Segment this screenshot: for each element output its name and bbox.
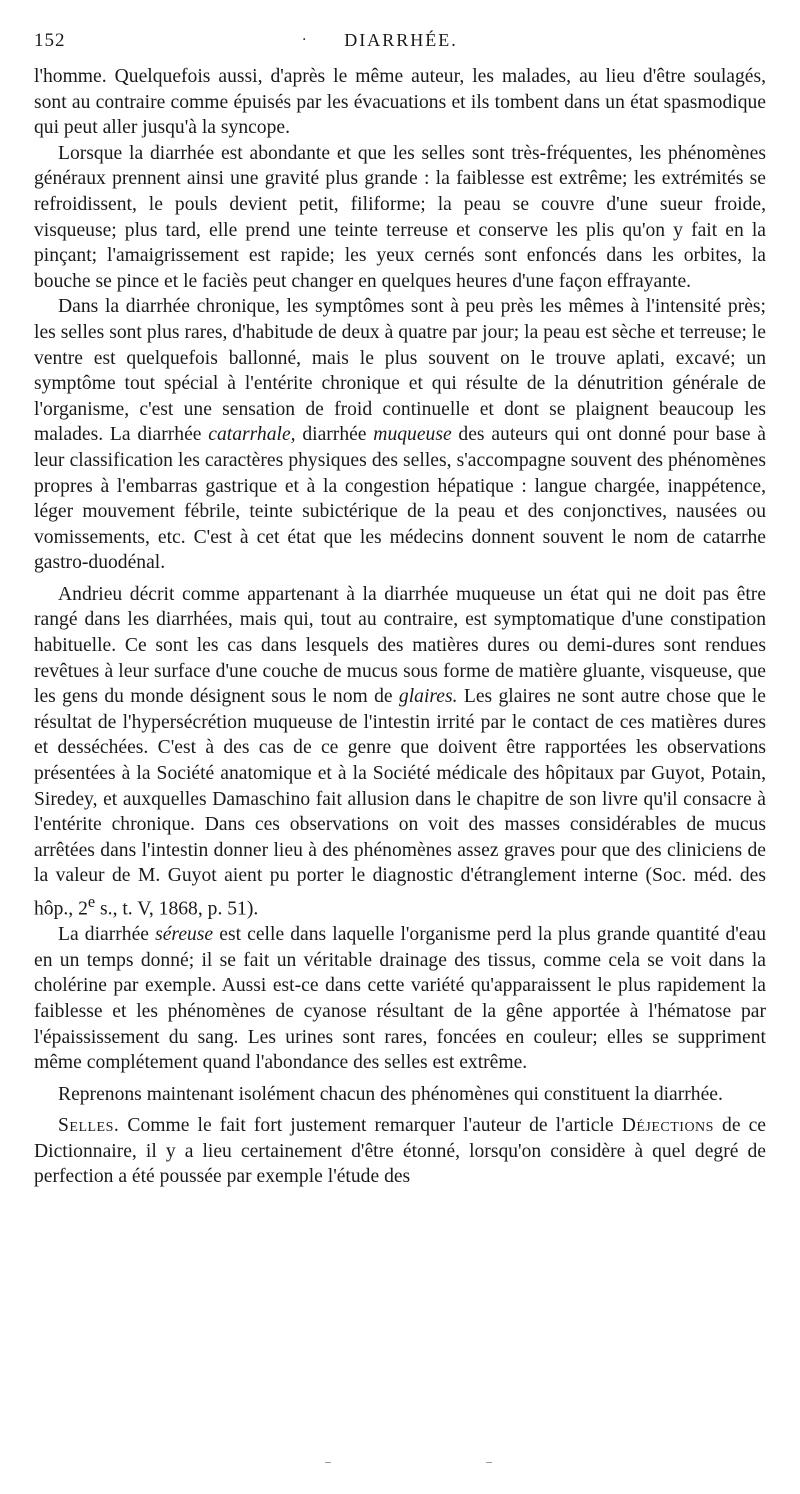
- text-run: Andrieu décrit comme appartenant à la diarrhée muqueuse un état qui ne doit pas être rangé dans les diarrhées, mais qui, tout au contraire, est symptomatique d'une constipation habituelle. Ce sont les cas dans lesquels des matières dures ou demi-dures sont rendues revêtues à leur surface d'une couche de mucus sous forme de matière gluante, visqueuse, que les gens du monde désignent sous le nom de: [34, 583, 766, 708]
- text-run: Lorsque la diarrhée est abondante et que les selles sont très-fréquentes, les phénomènes généraux prennent ainsi une gravité plus grande : la faiblesse est extrême; les extrémités se refroidissent, le pouls devient petit, filiforme; la peau se couvre d'une sueur froide, visqueuse; plus tard, elle prend une teinte terreuse et conserve les plis qu'on y fait en la pinçant; l'amaigrissement est rapide; les yeux cernés sont enfoncés dans les orbites, la bouche se pince et le faciès peut changer en quelques heures d'une façon effrayante.: [34, 142, 766, 292]
- superscript: e: [87, 892, 96, 911]
- text-run: des auteurs qui ont donné pour base à leur classification les caractères physiques des selles, s'accompagne souvent des phénomènes propres à l'embarras gastrique et à la congestion hépatique : langue chargée, inappétence, léger mouvement fébrile, teinte subictérique de la peau et des conjonctives, nausées ou vomissements, etc. C'est à cet état que les médecins donnent souvent le nom de catarrhe gastro-duodénal.: [34, 424, 766, 574]
- body-text: [34, 64, 766, 1190]
- paragraph: [34, 1113, 766, 1190]
- footer-mark: [486, 1462, 492, 1463]
- paragraph: [34, 141, 766, 295]
- italic-term: glaires.: [398, 686, 458, 708]
- text-run: diarrhée: [295, 424, 374, 446]
- text-run: Les glaires ne sont autre chose que le résultat de l'hypersécrétion muqueuse de l'intestin irrité par le contact de ces matières dures et desséchées. C'est à des cas de ce genre que doivent être rapportées les observations présentées à la Société anatomique et à la Société médicale des hôpitaux par Guyot, Potain, Siredey, et auxquelles Damaschino fait allusion dans le chapitre de son livre qu'il consacre à l'entérite chronique. Dans ces observations on voit des masses considérables de mucus arrêtées dans l'intestin donner lieu à des phénomènes assez graves pour que des cliniciens de la valeur de M. Guyot aient pu porter le diagnostic d'étranglement interne (Soc. méd. des hôp., 2: [34, 686, 766, 920]
- paragraph: [34, 582, 766, 922]
- paragraph: [34, 1082, 766, 1108]
- text-run: Reprenons maintenant isolément chacun des phénomènes qui constituent la diarrhée.: [58, 1083, 723, 1105]
- text-run: est celle dans laquelle l'organisme perd la plus grande quantité d'eau en un temps donné; il se fait un véritable drainage des tissus, comme cela se voit dans la cholérine par exemple. Aussi est-ce dans cette variété qu'apparaissent le plus rapidement la faiblesse et les phénomènes de cyanose résultant de la gêne apportée à l'hématose par l'épaississement du sang. Les urines sont rares, foncées en couleur; elles se suppriment même complétement quand l'abondance des selles est extrême.: [34, 924, 766, 1074]
- text-run: La diarrhée: [58, 924, 156, 946]
- smallcaps-heading: Selles.: [58, 1115, 120, 1137]
- text-run: de ce Dictionnaire, il y a lieu certainement d'être étonné, lorsqu'on considère à quel degré de perfection a été poussée par exemple l'étude des: [34, 1115, 766, 1188]
- footer-marks: [0, 1462, 800, 1472]
- text-run: Comme le fait fort justement remarquer l'auteur de l'article: [119, 1115, 622, 1137]
- italic-term: catarrhale,: [208, 424, 296, 446]
- paragraph: [34, 294, 766, 576]
- paragraph: [34, 922, 766, 1076]
- page-number: 152: [34, 30, 66, 51]
- italic-term: séreuse: [155, 924, 214, 946]
- running-title: DIARRHÉE.: [344, 30, 458, 50]
- paragraph: [34, 64, 766, 141]
- smallcaps-heading: Déjections: [621, 1115, 714, 1137]
- page-header: [34, 30, 768, 60]
- text-run: s., t. V, 1868, p. 51).: [95, 898, 259, 920]
- text-run: Dans la diarrhée chronique, les symptômes sont à peu près les mêmes à l'intensité près; les selles sont plus rares, d'habitude de deux à quatre par jour; la peau est sèche et terreuse; le ventre est quelquefois ballonné, mais le plus souvent on le trouve aplati, excavé; un symptôme tout spécial à l'entérite chronique et qui résulte de la dénutrition générale de l'organisme, c'est une sensation de froid continuelle et dont se plaignent beaucoup les malades. La diarrhée: [34, 296, 766, 446]
- footer-mark: [325, 1462, 331, 1463]
- text-run: l'homme. Quelquefois aussi, d'après le même auteur, les malades, au lieu d'être soulagés, sont au contraire comme épuisés par les évacuations et ils tombent dans un état spasmodique qui peut aller jusqu'à la syncope.: [34, 66, 766, 139]
- italic-term: muqueuse: [373, 424, 452, 446]
- header-dot-mark: ·: [302, 32, 307, 48]
